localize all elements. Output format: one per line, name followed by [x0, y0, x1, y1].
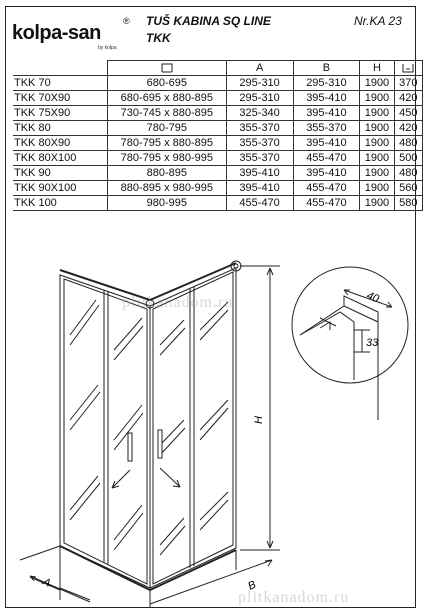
cell-h: 1900	[360, 91, 394, 106]
cell-t: 480	[394, 136, 422, 151]
cell-t: 370	[394, 76, 422, 91]
cell-b: 395-410	[293, 106, 360, 121]
cell-size: 980-995	[107, 196, 226, 211]
cell-size: 880-895	[107, 166, 226, 181]
cell-t: 580	[394, 196, 422, 211]
cell-h: 1900	[360, 136, 394, 151]
profile-detail	[292, 267, 408, 420]
cell-a: 455-470	[226, 196, 293, 211]
cell-model: TKK 70	[13, 76, 107, 91]
cell-model: TKK 75X90	[13, 106, 107, 121]
cell-b: 395-410	[293, 166, 360, 181]
cell-t: 480	[394, 166, 422, 181]
cell-model: TKK 90	[13, 166, 107, 181]
cell-t: 500	[394, 151, 422, 166]
watermark-bottom: plitkanadom.ru	[238, 589, 350, 606]
detail-40-label: 40	[364, 289, 381, 306]
cell-h: 1900	[360, 166, 394, 181]
left-panel	[60, 275, 150, 588]
watermark-top: plitkanadom.ru	[122, 294, 234, 311]
cell-b: 295-310	[293, 76, 360, 91]
cell-h: 1900	[360, 196, 394, 211]
cell-h: 1900	[360, 76, 394, 91]
cell-a: 295-310	[226, 76, 293, 91]
right-panel	[150, 268, 236, 588]
cell-size: 880-895 x 980-995	[107, 181, 226, 196]
cell-size: 780-795	[107, 121, 226, 136]
cell-size: 780-795 x 880-895	[107, 136, 226, 151]
cell-size: 780-795 x 980-995	[107, 151, 226, 166]
catalog-number: Nr.KA 23	[354, 14, 402, 28]
cell-a: 395-410	[226, 181, 293, 196]
header-h: H	[360, 61, 394, 76]
cell-t: 420	[394, 121, 422, 136]
brand-byline: by kolpa	[98, 45, 117, 51]
cell-model: TKK 80X90	[13, 136, 107, 151]
product-title: TUŠ KABINA SQ LINE	[146, 14, 271, 28]
dimension-a-label: A	[40, 575, 53, 590]
cell-t: 560	[394, 181, 422, 196]
cell-b: 455-470	[293, 196, 360, 211]
header-b: B	[293, 61, 360, 76]
cell-b: 395-410	[293, 136, 360, 151]
cell-b: 455-470	[293, 181, 360, 196]
cell-h: 1900	[360, 106, 394, 121]
registered-mark: ®	[123, 16, 130, 26]
detail-33-label: 33	[366, 337, 379, 349]
cell-t: 420	[394, 91, 422, 106]
cell-h: 1900	[360, 151, 394, 166]
cell-t: 450	[394, 106, 422, 121]
cell-b: 355-370	[293, 121, 360, 136]
cell-a: 295-310	[226, 91, 293, 106]
cell-size: 730-745 x 880-895	[107, 106, 226, 121]
cell-a: 355-370	[226, 136, 293, 151]
dimension-b-label: B	[246, 578, 258, 593]
cell-a: 355-370	[226, 121, 293, 136]
cell-h: 1900	[360, 121, 394, 136]
cell-model: TKK 90X100	[13, 181, 107, 196]
cell-model: TKK 80	[13, 121, 107, 136]
header-a: A	[226, 61, 293, 76]
brand-logo: kolpa-san	[12, 22, 101, 44]
cell-size: 680-695 x 880-895	[107, 91, 226, 106]
cell-model: TKK 80X100	[13, 151, 107, 166]
cell-b: 395-410	[293, 91, 360, 106]
cell-b: 455-470	[293, 151, 360, 166]
cell-size: 680-695	[107, 76, 226, 91]
cell-h: 1900	[360, 181, 394, 196]
cell-a: 355-370	[226, 151, 293, 166]
cell-model: TKK 100	[13, 196, 107, 211]
cell-a: 325-340	[226, 106, 293, 121]
cell-a: 395-410	[226, 166, 293, 181]
product-code: TKK	[146, 31, 171, 45]
cell-model: TKK 70X90	[13, 91, 107, 106]
dimension-h-label: H	[253, 416, 265, 424]
